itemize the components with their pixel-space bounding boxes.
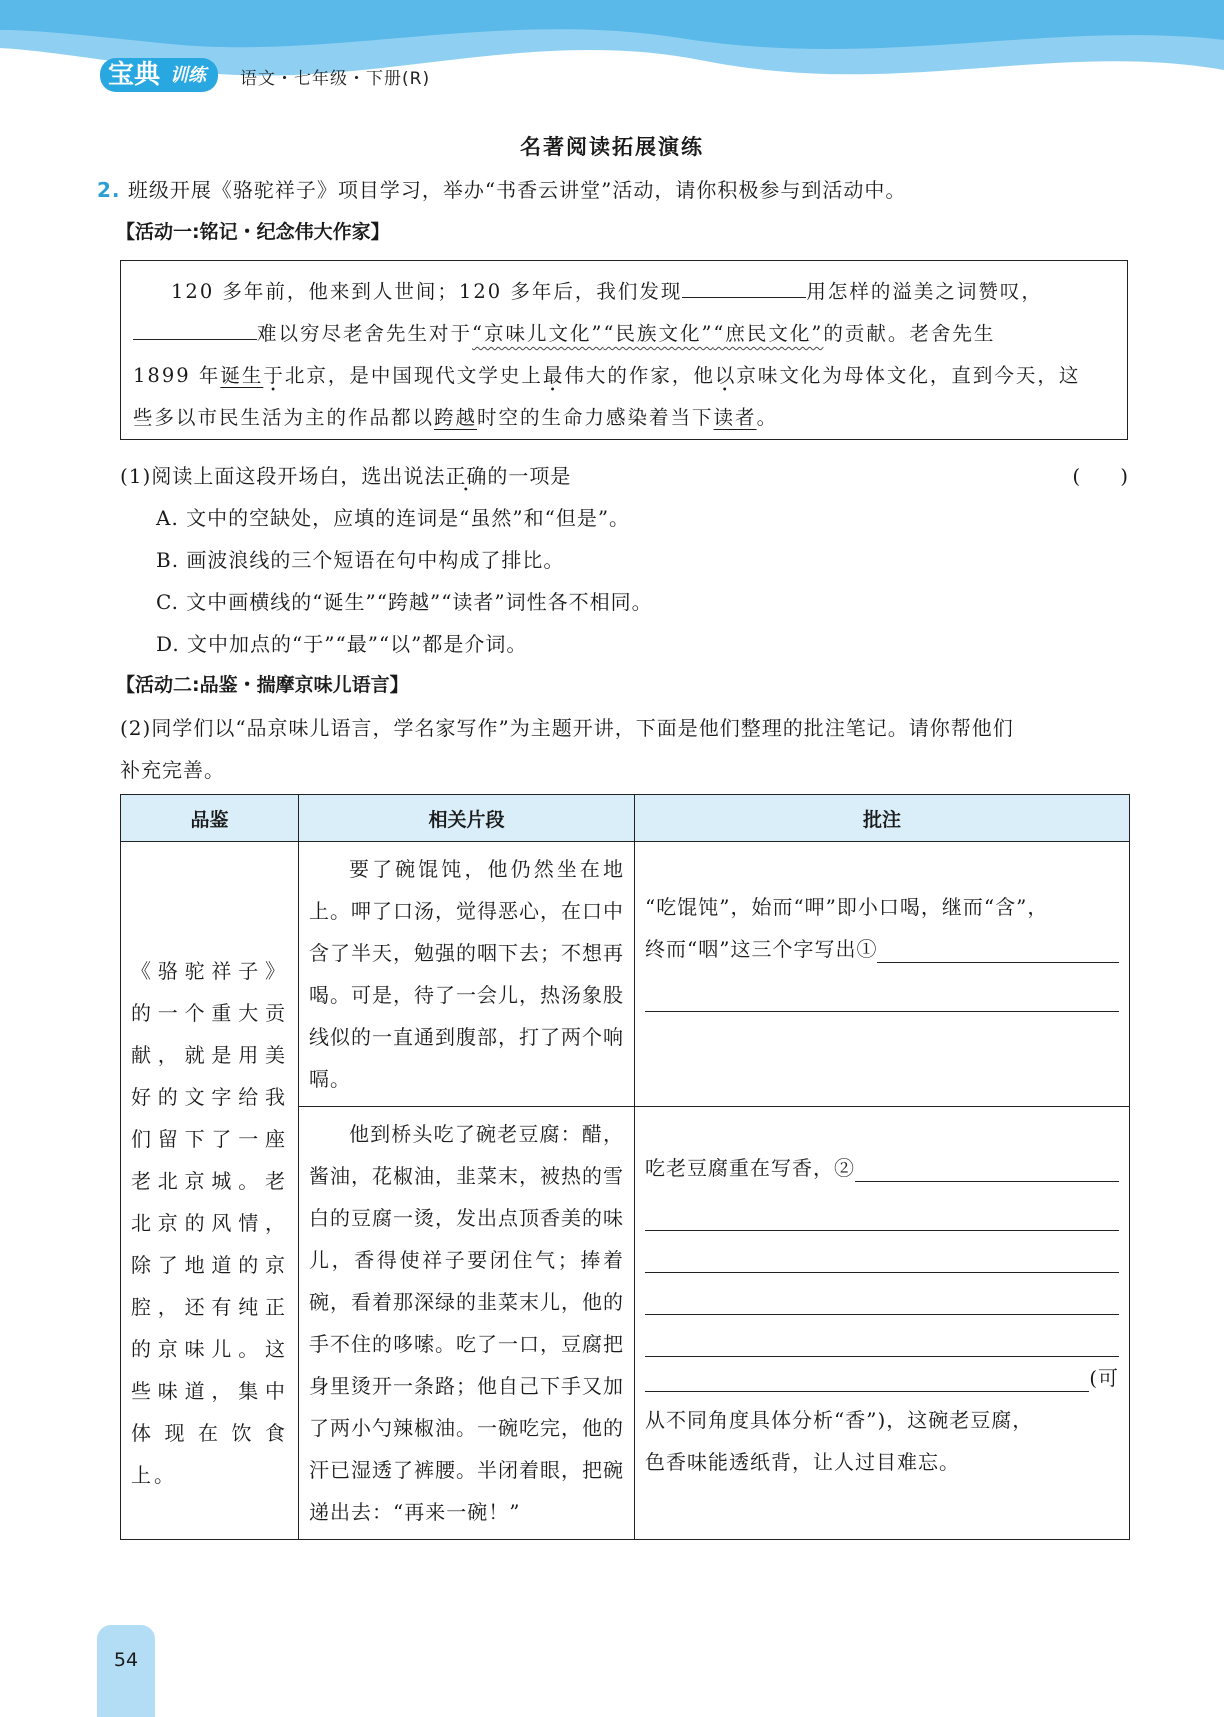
opening-passage: 120 多年前，他来到人世间；120 多年后，我们发现 用怎样的溢美之词赞叹， 难以穷尽老舍先生对于“京味儿文化”“民族文化”“庶民文化”的贡献。老舍先生 1899 年诞生于北京，是中国现代文学史上最伟大的作家，他以京味文化为母体文化，直到今天，这 些多以市民生活为主的作品都以跨越时空的生命力感染着当下读者。 bbox=[133, 271, 1123, 439]
activity-1-title: 【活动一:铭记・纪念伟大作家】 bbox=[116, 221, 390, 243]
option-b[interactable]: B. 画波浪线的三个短语在句中构成了排比。 bbox=[156, 548, 565, 572]
wavy-phrase-2: “民族文化” bbox=[603, 322, 714, 345]
underlined-word-3: 读者 bbox=[713, 406, 757, 429]
underlined-word-1: 诞生 bbox=[220, 364, 264, 387]
table-row bbox=[121, 842, 1130, 1107]
underlined-word-2: 跨越 bbox=[434, 406, 478, 429]
answer-line-2b[interactable] bbox=[645, 1189, 1119, 1231]
subquestion-2-line-1: (2)同学们以“品京味儿语言，学名家写作”为主题开讲，下面是他们整理的批注笔记。请你帮他们 bbox=[120, 716, 1014, 740]
note-2: 吃老豆腐重在写香，② (可 从不同角度具体分析“香”)，这碗老豆腐， 色香味能透纸背，让人过目难忘。 bbox=[645, 1107, 1119, 1483]
answer-line-1a[interactable] bbox=[877, 928, 1119, 963]
blank-2[interactable] bbox=[133, 317, 257, 340]
logo-sub-text: 训练 bbox=[168, 58, 218, 92]
answer-line-1b[interactable] bbox=[645, 970, 1119, 1012]
answer-line-2f[interactable] bbox=[645, 1357, 1089, 1392]
answer-line-2d[interactable] bbox=[645, 1273, 1119, 1315]
logo-main-text: 宝典 bbox=[100, 58, 168, 92]
page-number-tab bbox=[97, 1625, 155, 1717]
wave-banner bbox=[0, 0, 1224, 110]
fragment-text-1: 要了碗馄饨，他仍然坐在地上。呷了口汤，觉得恶心，在口中含了半天，勉强的咽下去；不想再喝。可是，待了一会儿，热汤象股线似的一直通到腹部，打了两个响嗝。 bbox=[309, 857, 624, 1091]
page-header bbox=[0, 0, 1224, 110]
activity-2-title: 【活动二:品鉴・揣摩京味儿语言】 bbox=[116, 674, 409, 696]
dotted-word-3: 以 bbox=[714, 364, 737, 387]
wavy-phrase-1: “京味儿文化” bbox=[472, 322, 604, 345]
question-2 bbox=[97, 174, 906, 203]
fragment-cell-2 bbox=[299, 1107, 635, 1540]
header-judge: 品鉴 bbox=[121, 795, 299, 842]
answer-line-2c[interactable] bbox=[645, 1231, 1119, 1273]
judge-cell bbox=[121, 842, 299, 1540]
answer-line-2a[interactable] bbox=[855, 1147, 1119, 1182]
answer-line-2e[interactable] bbox=[645, 1315, 1119, 1357]
fragment-text-2: 他到桥头吃了碗老豆腐：醋，酱油，花椒油，韭菜末，被热的雪白的豆腐一烫，发出点顶香美的味儿，香得使祥子要闭住气；捧着碗，看着那深绿的韭菜末儿，他的手不住的哆嗦。吃了一口，豆腐把身里烫开一条路；他自己下手又加了两小勺辣椒油。一碗吃完，他的汗已湿透了裤腰。半闭着眼，把碗递出去：“再来一碗！” bbox=[309, 1122, 624, 1524]
brand-logo bbox=[100, 58, 218, 92]
dotted-word-2: 最 bbox=[542, 364, 565, 387]
dotted-word-1: 于 bbox=[263, 364, 285, 387]
table-header-row bbox=[121, 795, 1130, 842]
header-annotation: 批注 bbox=[635, 795, 1130, 842]
option-a[interactable]: A. 文中的空缺处，应填的连词是“虽然”和“但是”。 bbox=[156, 506, 631, 530]
answer-parenthesis[interactable]: ( ) bbox=[1072, 464, 1128, 488]
question-text: 班级开展《骆驼祥子》项目学习，举办“书香云讲堂”活动，请你积极参与到活动中。 bbox=[127, 178, 907, 202]
option-c[interactable]: C. 文中画横线的“诞生”“跨越”“读者”词性各不相同。 bbox=[156, 590, 653, 614]
note-cell-1 bbox=[635, 842, 1130, 1107]
option-d[interactable]: D. 文中加点的“于”“最”“以”都是介词。 bbox=[156, 632, 528, 656]
dotted-emphasis: 正确 bbox=[445, 464, 488, 488]
blank-1[interactable] bbox=[682, 275, 806, 298]
series-title: 语文・七年级・下册(R) bbox=[240, 69, 431, 89]
subquestion-1-stem: (1)阅读上面这段开场白，选出说法正确的一项是 bbox=[120, 464, 572, 488]
subquestion-2-line-2: 补充完善。 bbox=[120, 758, 225, 782]
judge-text: 《骆驼祥子》的一个重大贡献，就是用美好的文字给我们留下了一座老北京城。老北京的风情，除了地道的京腔，还有纯正的京味儿。这些味道，集中体现在饮食上。 bbox=[131, 959, 288, 1487]
section-title: 名著阅读拓展演练 bbox=[520, 135, 704, 159]
header-fragment: 相关片段 bbox=[299, 795, 635, 842]
page-number: 54 bbox=[113, 1649, 139, 1671]
wavy-phrase-3: “庶民文化” bbox=[713, 322, 824, 345]
note-cell-2 bbox=[635, 1107, 1130, 1540]
annotation-table bbox=[120, 794, 1130, 1540]
note-1: “吃馄饨”，始而“呷”即小口喝，继而“含”， 终而“咽”这三个字写出① bbox=[645, 842, 1119, 1012]
fragment-cell-1 bbox=[299, 842, 635, 1107]
opening-passage-box bbox=[120, 260, 1128, 440]
question-number: 2. bbox=[97, 178, 121, 202]
